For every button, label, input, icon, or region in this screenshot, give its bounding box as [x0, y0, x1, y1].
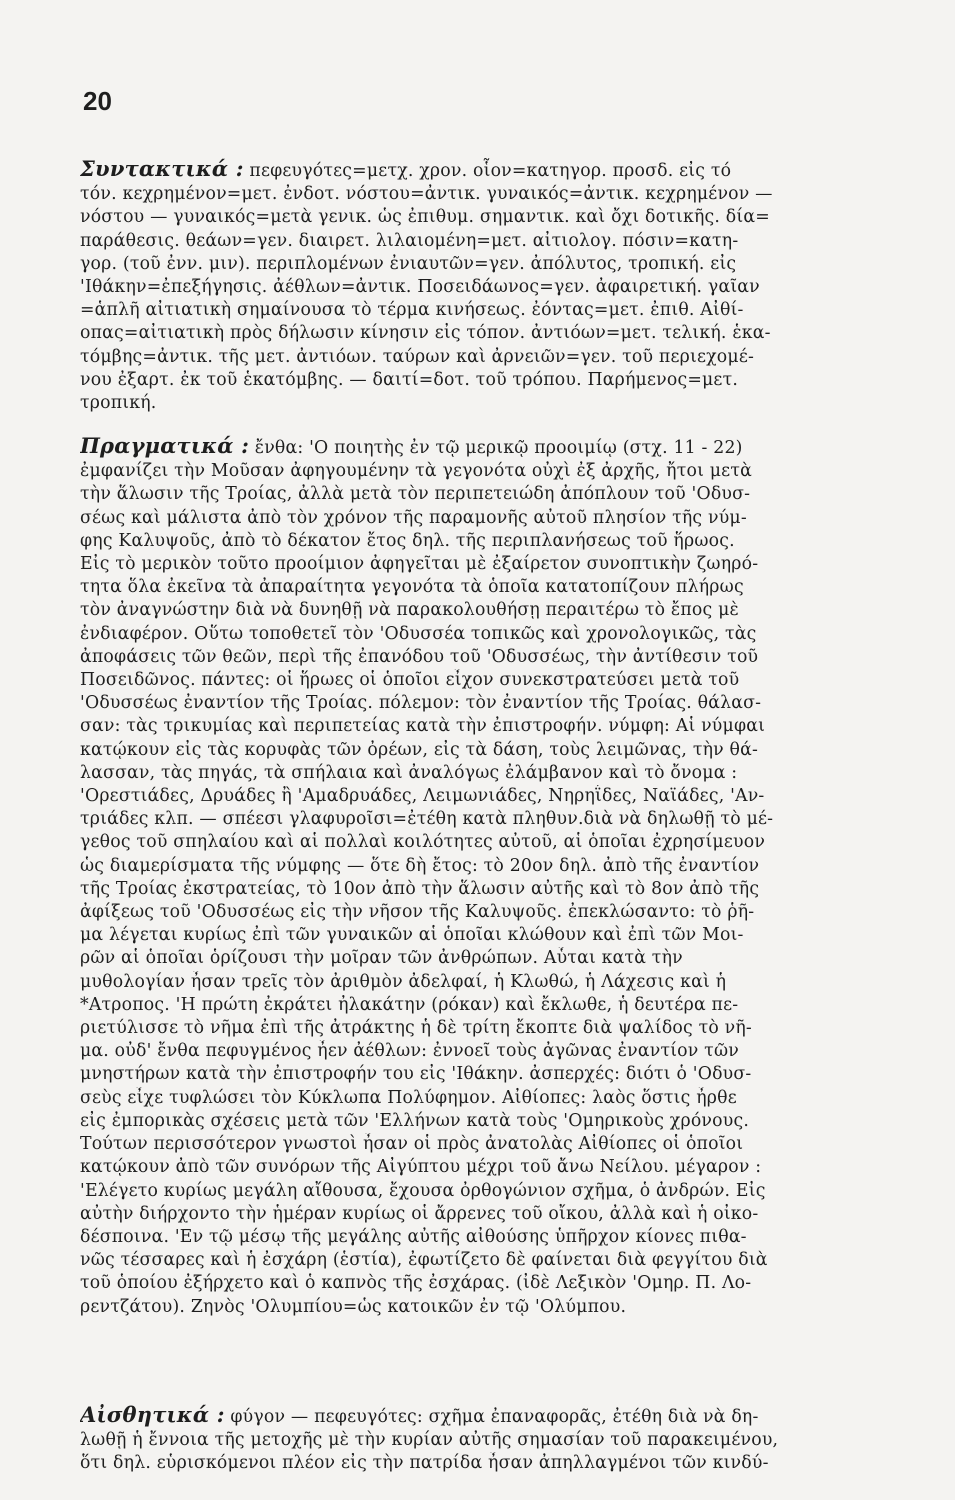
line-text: λωθῇ ἡ ἔννοια τῆς μετοχῆς μὲ τὴν κυρίαν αὐτῆς σημασίαν τοῦ παρακειμένου,: [80, 1430, 779, 1451]
line-text: γεθος τοῦ σπηλαίου καὶ αἱ πολλαὶ κοιλότητες αὐτοῦ, αἱ ὁποῖαι ἐχρησίμευον: [80, 832, 766, 853]
text-line: [80, 1272, 895, 1295]
line-text: νου ἐξαρτ. ἐκ τοῦ ἑκατόμβης. — δαιτί=δοτ. τοῦ τρόπου. Παρήμενος=μετ.: [80, 369, 739, 390]
text-line: [80, 1226, 895, 1249]
line-text: ἐμφανίζει τὴν Μοῦσαν ἀφηγουμένην τὰ γεγονότα οὐχὶ ἐξ ἀρχῆς, ἤτοι μετὰ: [80, 461, 752, 482]
text-line: [80, 1249, 895, 1272]
line-text: τόμβης=ἀντικ. τῆς μετ. ἀντιόων. ταύρων καὶ ἀρνειῶν=γεν. τοῦ περιεχομέ-: [80, 346, 755, 367]
text-line: [80, 1296, 895, 1319]
text-line: [80, 530, 895, 553]
line-text: =ἁπλῆ αἰτιατικὴ σημαίνουσα τὸ τέρμα κινήσεως. ἐόντας=μετ. ἐπιθ. Αἰθί-: [80, 300, 744, 321]
text-line: [80, 947, 895, 970]
line-text: γορ. (τοῦ ἐνν. μιν). περιπλομένων ἐνιαυτῶν=γεν. ἀπόλυτος, τροπική. εἰς: [80, 253, 737, 274]
section-aisthitika: [80, 1403, 895, 1476]
text-line: [80, 646, 895, 669]
text-line: [80, 434, 895, 460]
line-text: μα. οὐδ' ἔνθα πεφυγμένος ἦεν ἀέθλων: ἐννοεῖ τοὺς ἀγῶνας ἐναντίον τῶν: [80, 1041, 739, 1062]
section-pragmatika: [80, 434, 895, 1319]
text-line: [80, 1452, 895, 1475]
text-line: [80, 483, 895, 506]
text-line: [80, 924, 895, 947]
line-text: οπας=αἰτιατικὴ πρὸς δήλωσιν κίνησιν εἰς τόπον. ἀντιόων=μετ. τελική. ἑκα-: [80, 323, 771, 344]
text-line: [80, 369, 895, 392]
line-text: 'Ιθάκην=ἐπεξήγησις. ἀέθλων=ἀντικ. Ποσειδάωνος=γεν. ἀφαιρετική. γαῖαν: [80, 277, 760, 298]
section-heading: Αἰσθητικά :: [80, 1403, 225, 1427]
text-line: [80, 553, 895, 576]
line-text: μυθολογίαν ἦσαν τρεῖς τὸν ἀριθμὸν ἀδελφαί, ἡ Κλωθώ, ἡ Λάχεσις καὶ ἡ: [80, 971, 727, 992]
line-text: τοῦ ὁποίου ἐξήρχετο καὶ ὁ καπνὸς τῆς ἐσχάρας. (ἰδὲ Λεξικὸν 'Ομηρ. Π. Λο-: [80, 1273, 752, 1294]
text-line: [80, 599, 895, 622]
line-text: Ποσειδῶνος. πάντες: οἱ ἥρωες οἱ ὁποῖοι εἶχον συνεκστρατεύσει μετὰ τοῦ: [80, 670, 740, 691]
line-text: παράθεσις. θεάων=γεν. διαιρετ. λιλαιομένη=μετ. αἰτιολογ. πόσιν=κατη-: [80, 230, 739, 251]
line-text: τὴν ἅλωσιν τῆς Τροίας, ἀλλὰ μετὰ τὸν περιπετειώδη ἀπόπλουν τοῦ 'Οδυσ-: [80, 484, 751, 505]
text-line: [80, 623, 895, 646]
text-line: [80, 1040, 895, 1063]
text-line: [80, 831, 895, 854]
text-line: [80, 1063, 895, 1086]
line-text: σεὺς εἶχε τυφλώσει τὸν Κύκλωπα Πολύφημον. Αἰθίοπες: λαὸς ὅστις ἦρθε: [80, 1087, 737, 1108]
text-line: [80, 576, 895, 599]
text-line: [80, 460, 895, 483]
text-line: [80, 901, 895, 924]
line-text: 'Ορεστιάδες, Δρυάδες ἢ 'Αμαδρυάδες, Λειμωνιάδες, Νηρηΐδες, Ναϊάδες, 'Αν-: [80, 786, 765, 807]
line-text: ρῶν αἱ ὁποῖαι ὁρίζουσι τὴν μοῖραν τῶν ἀνθρώπων. Αὗται κατὰ τὴν: [80, 948, 683, 969]
text-line: [80, 971, 895, 994]
line-text: σαν: τὰς τρικυμίας καὶ περιπετείας κατὰ τὴν ἐπιστροφήν. νύμφη: Αἱ νύμφαι: [80, 716, 766, 737]
section-heading: Συντακτικά :: [80, 157, 244, 181]
line-text: δέσποινα. 'Εν τῷ μέσῳ τῆς μεγάλης αὐτῆς αἰθούσης ὑπῆρχον κίονες πιθα-: [80, 1226, 747, 1247]
text-line: [80, 692, 895, 715]
line-text: τριάδες κλπ. — σπέεσι γλαφυροῖσι=ἐτέθη κατὰ πληθυν.διὰ νὰ δηλωθῇ τὸ μέ-: [80, 809, 774, 830]
text-line: [80, 346, 895, 369]
text-line: [80, 1133, 895, 1156]
text-line: [80, 878, 895, 901]
text-line: [80, 669, 895, 692]
text-line: [80, 1087, 895, 1110]
section-heading: Πραγματικά :: [80, 434, 250, 458]
text-line: [80, 230, 895, 253]
text-line: [80, 762, 895, 785]
line-text: *Ατροπος. 'Η πρώτη ἐκράτει ἠλακάτην (ρόκαν) καὶ ἔκλωθε, ἡ δευτέρα πε-: [80, 994, 739, 1015]
line-text: ρεντζάτου). Ζηνὸς 'Ολυμπίου=ὡς κατοικῶν ἐν τῷ 'Ολύμπου.: [80, 1296, 627, 1317]
text-line: [80, 994, 895, 1017]
line-text: τροπική.: [80, 393, 157, 414]
line-text: ἐνδιαφέρον. Οὕτω τοποθετεῖ τὸν 'Οδυσσέα τοπικῶς καὶ χρονολογικῶς, τὰς: [80, 623, 757, 644]
line-text: κατῴκουν εἰς τὰς κορυφὰς τῶν ὀρέων, εἰς τὰ δάση, τοὺς λειμῶνας, τὴν θά-: [80, 739, 759, 760]
line-text: φης Καλυψοῦς, ἀπὸ τὸ δέκατον ἔτος δηλ. τῆς περιπλανήσεως τοῦ ἥρωος.: [80, 530, 735, 551]
text-line: [80, 276, 895, 299]
line-text: Τούτων περισσότερον γνωστοὶ ἦσαν οἱ πρὸς ἀνατολὰς Αἰθίοπες οἱ ὁποῖοι: [80, 1134, 744, 1155]
text-line: [80, 1429, 895, 1452]
line-text: τόν. κεχρημένον=μετ. ἐνδοτ. νόστου=ἀντικ. γυναικός=ἀντικ. κεχρημένον —: [80, 184, 773, 205]
text-line: [80, 1156, 895, 1179]
line-text: 'Οδυσσέως ἐναντίον τῆς Τροίας. πόλεμον: τὸν ἐναντίον τῆς Τροίας. θάλασ-: [80, 693, 762, 714]
line-text: μα λέγεται κυρίως ἐπὶ τῶν γυναικῶν αἱ ὁποῖαι κλώθουν καὶ ἐπὶ τῶν Μοι-: [80, 925, 744, 946]
line-text: πεφευγότες=μετχ. χρον. οἷον=κατηγορ. προσδ. εἰς τό: [243, 161, 732, 181]
line-text: 'Ελέγετο κυρίως μεγάλη αἴθουσα, ἔχουσα ὀρθογώνιον σχῆμα, ὁ ἀνδρών. Εἰς: [80, 1180, 766, 1201]
text-line: [80, 1017, 895, 1040]
line-text: ἀφίξεως τοῦ 'Οδυσσέως εἰς τὴν νῆσον τῆς Καλυψοῦς. ἐπεκλώσαντο: τὸ ῥῆ-: [80, 902, 755, 923]
line-text: ἔνθα: 'Ο ποιητὴς ἐν τῷ μερικῷ προοιμίῳ (στχ. 11 - 22): [249, 438, 743, 458]
text-line: [80, 855, 895, 878]
line-text: τητα ὅλα ἐκεῖνα τὰ ἀπαραίτητα γεγονότα τὰ ὁποῖα κατατοπίζουν πλήρως: [80, 577, 744, 598]
line-text: νόστου — γυναικός=μετὰ γενικ. ὡς ἐπιθυμ. σημαντικ. καὶ ὄχι δοτικῆς. δία=: [80, 207, 770, 228]
text-line: [80, 253, 895, 276]
section-syntaktika: [80, 157, 895, 415]
text-line: [80, 1203, 895, 1226]
line-text: εἰς ἐμπορικὰς σχέσεις μετὰ τῶν 'Ελλήνων κατὰ τοὺς 'Ομηρικοὺς χρόνους.: [80, 1110, 750, 1131]
line-text: τῆς Τροίας ἐκστρατείας, τὸ 10ον ἀπὸ τὴν ἅλωσιν αὐτῆς καὶ τὸ 8ον ἀπὸ τῆς: [80, 878, 760, 899]
text-line: [80, 183, 895, 206]
text-line: [80, 157, 895, 183]
line-text: ὅτι δηλ. εὑρισκόμενοι πλέον εἰς τὴν πατρίδα ἦσαν ἀπηλλαγμένοι τῶν κινδύ-: [80, 1453, 769, 1474]
text-line: [80, 322, 895, 345]
line-text: αὐτὴν διήρχοντο τὴν ἡμέραν κυρίως οἱ ἄρρενες τοῦ οἴκου, ἀλλὰ καὶ ἡ οἰκο-: [80, 1203, 759, 1224]
text-line: [80, 1403, 895, 1429]
text-line: [80, 392, 895, 415]
line-text: ἀποφάσεις τῶν θεῶν, περὶ τῆς ἐπανόδου τοῦ 'Οδυσσέως, τὴν ἀντίθεσιν τοῦ: [80, 646, 759, 667]
line-text: λασσαν, τὰς πηγάς, τὰ σπήλαια καὶ ἀναλόγως ἐλάμβανον καὶ τὸ ὄνομα :: [80, 762, 738, 783]
text-line: [80, 507, 895, 530]
text-line: [80, 1110, 895, 1133]
line-text: μνηστήρων κατὰ τὴν ἐπιστροφήν του εἰς 'Ιθάκην. ἀσπερχές: διότι ὁ 'Οδυσ-: [80, 1064, 752, 1085]
page-number: 20: [83, 86, 112, 116]
line-text: σέως καὶ μάλιστα ἀπὸ τὸν χρόνον τῆς παραμονῆς αὐτοῦ πλησίον τῆς νύμ-: [80, 507, 747, 528]
text-line: [80, 785, 895, 808]
text-line: [80, 715, 895, 738]
line-text: ριετύλισσε τὸ νῆμα ἐπὶ τῆς ἀτράκτης ἡ δὲ τρίτη ἔκοπτε διὰ ψαλίδος τὸ νῆ-: [80, 1018, 752, 1039]
line-text: νῶς τέσσαρες καὶ ἡ ἐσχάρη (ἑστία), ἐφωτίζετο δὲ φαίνεται διὰ φεγγίτου διὰ: [80, 1250, 768, 1271]
line-text: κατῴκουν ἀπὸ τῶν συνόρων τῆς Αἰγύπτου μέχρι τοῦ ἄνω Νείλου. μέγαρον :: [80, 1157, 762, 1178]
line-text: φύγον — πεφευγότες: σχῆμα ἐπαναφορᾶς, ἐτέθη διὰ νὰ δη-: [224, 1407, 759, 1427]
text-line: [80, 808, 895, 831]
text-line: [80, 206, 895, 229]
line-text: Εἰς τὸ μερικὸν τοῦτο προοίμιον ἀφηγεῖται μὲ ἐξαίρετον συνοπτικὴν ζωηρό-: [80, 554, 759, 575]
text-line: [80, 1180, 895, 1203]
text-line: [80, 739, 895, 762]
text-line: [80, 299, 895, 322]
line-text: τὸν ἀναγνώστην διὰ νὰ δυνηθῇ νὰ παρακολουθήσῃ περαιτέρω τὸ ἔπος μὲ: [80, 600, 740, 621]
line-text: ὡς διαμερίσματα τῆς νύμφης — ὅτε δὴ ἔτος: τὸ 20ον δηλ. ἀπὸ τῆς ἐναντίον: [80, 855, 760, 876]
